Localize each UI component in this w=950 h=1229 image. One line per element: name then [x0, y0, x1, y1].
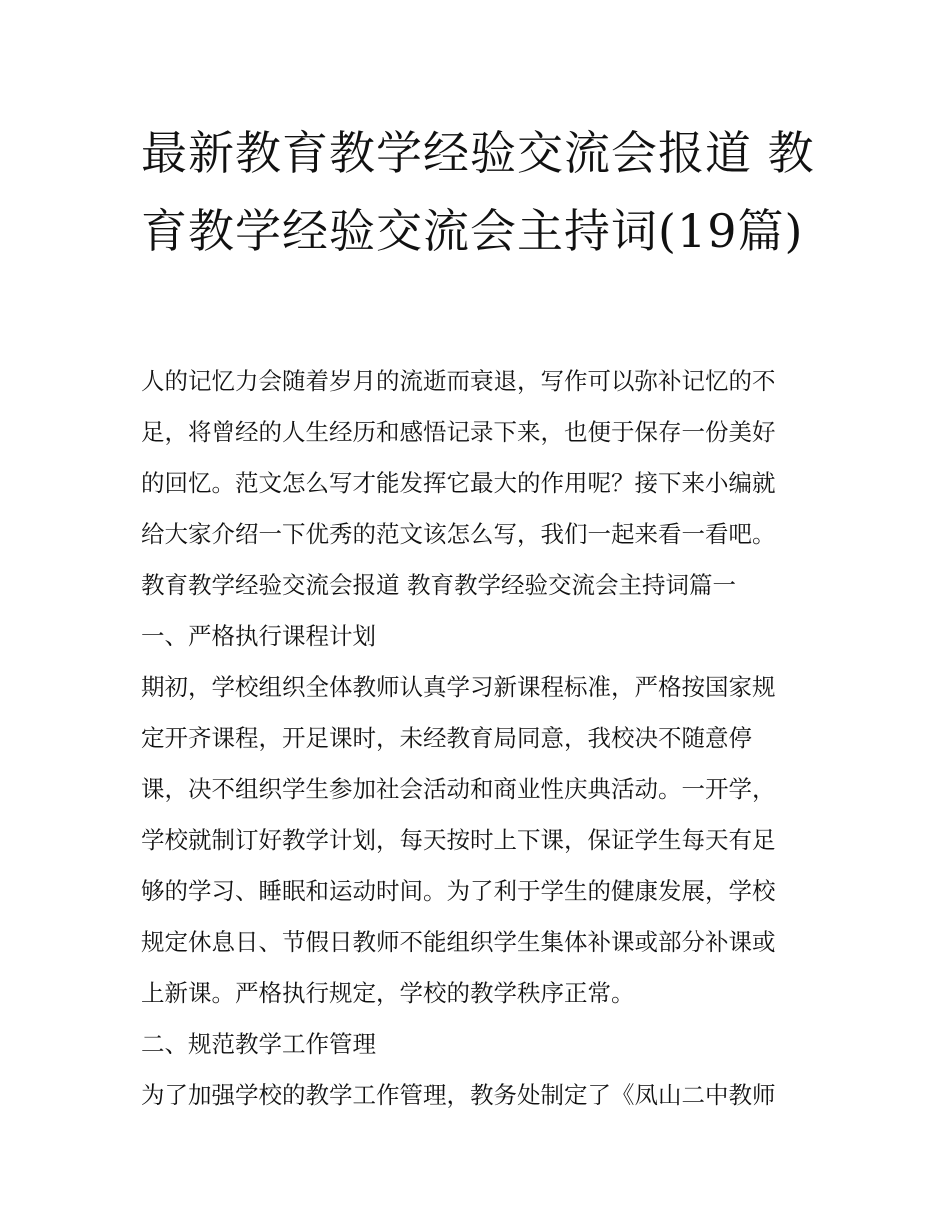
body-line: 学校就制订好教学计划，每天按时上下课，保证学生每天有足 — [141, 826, 776, 854]
subsection-heading: 一、严格执行课程计划 — [141, 622, 376, 650]
body-line: 课，决不组织学生参加社会活动和商业性庆典活动。一开学， — [141, 775, 776, 803]
body-line: 上新课。严格执行规定，学校的教学秩序正常。 — [141, 979, 635, 1007]
body-line: 足，将曾经的人生经历和感悟记录下来，也便于保存一份美好 — [141, 418, 776, 446]
section-heading: 教育教学经验交流会报道 教育教学经验交流会主持词篇一 — [141, 571, 736, 599]
body-line: 规定休息日、节假日教师不能组织学生集体补课或部分补课或 — [141, 928, 776, 956]
subsection-heading: 二、规范教学工作管理 — [141, 1030, 376, 1058]
body-line: 的回忆。范文怎么写才能发挥它最大的作用呢？接下来小编就 — [141, 469, 776, 497]
body-line: 够的学习、睡眠和运动时间。为了利于学生的健康发展，学校 — [141, 877, 776, 905]
document-title: 最新教育教学经验交流会报道 教育教学经验交流会主持词(19篇) — [141, 126, 815, 258]
body-line: 为了加强学校的教学工作管理，教务处制定了《凤山二中教师 — [141, 1081, 776, 1109]
document-body — [141, 356, 813, 1121]
body-line: 定开齐课程，开足课时，未经教育局同意，我校决不随意停 — [141, 724, 752, 752]
body-line: 期初，学校组织全体教师认真学习新课程标准，严格按国家规 — [141, 673, 776, 701]
body-line: 人的记忆力会随着岁月的流逝而衰退，写作可以弥补记忆的不 — [141, 367, 776, 395]
body-line: 给大家介绍一下优秀的范文该怎么写，我们一起来看一看吧。 — [141, 520, 776, 548]
